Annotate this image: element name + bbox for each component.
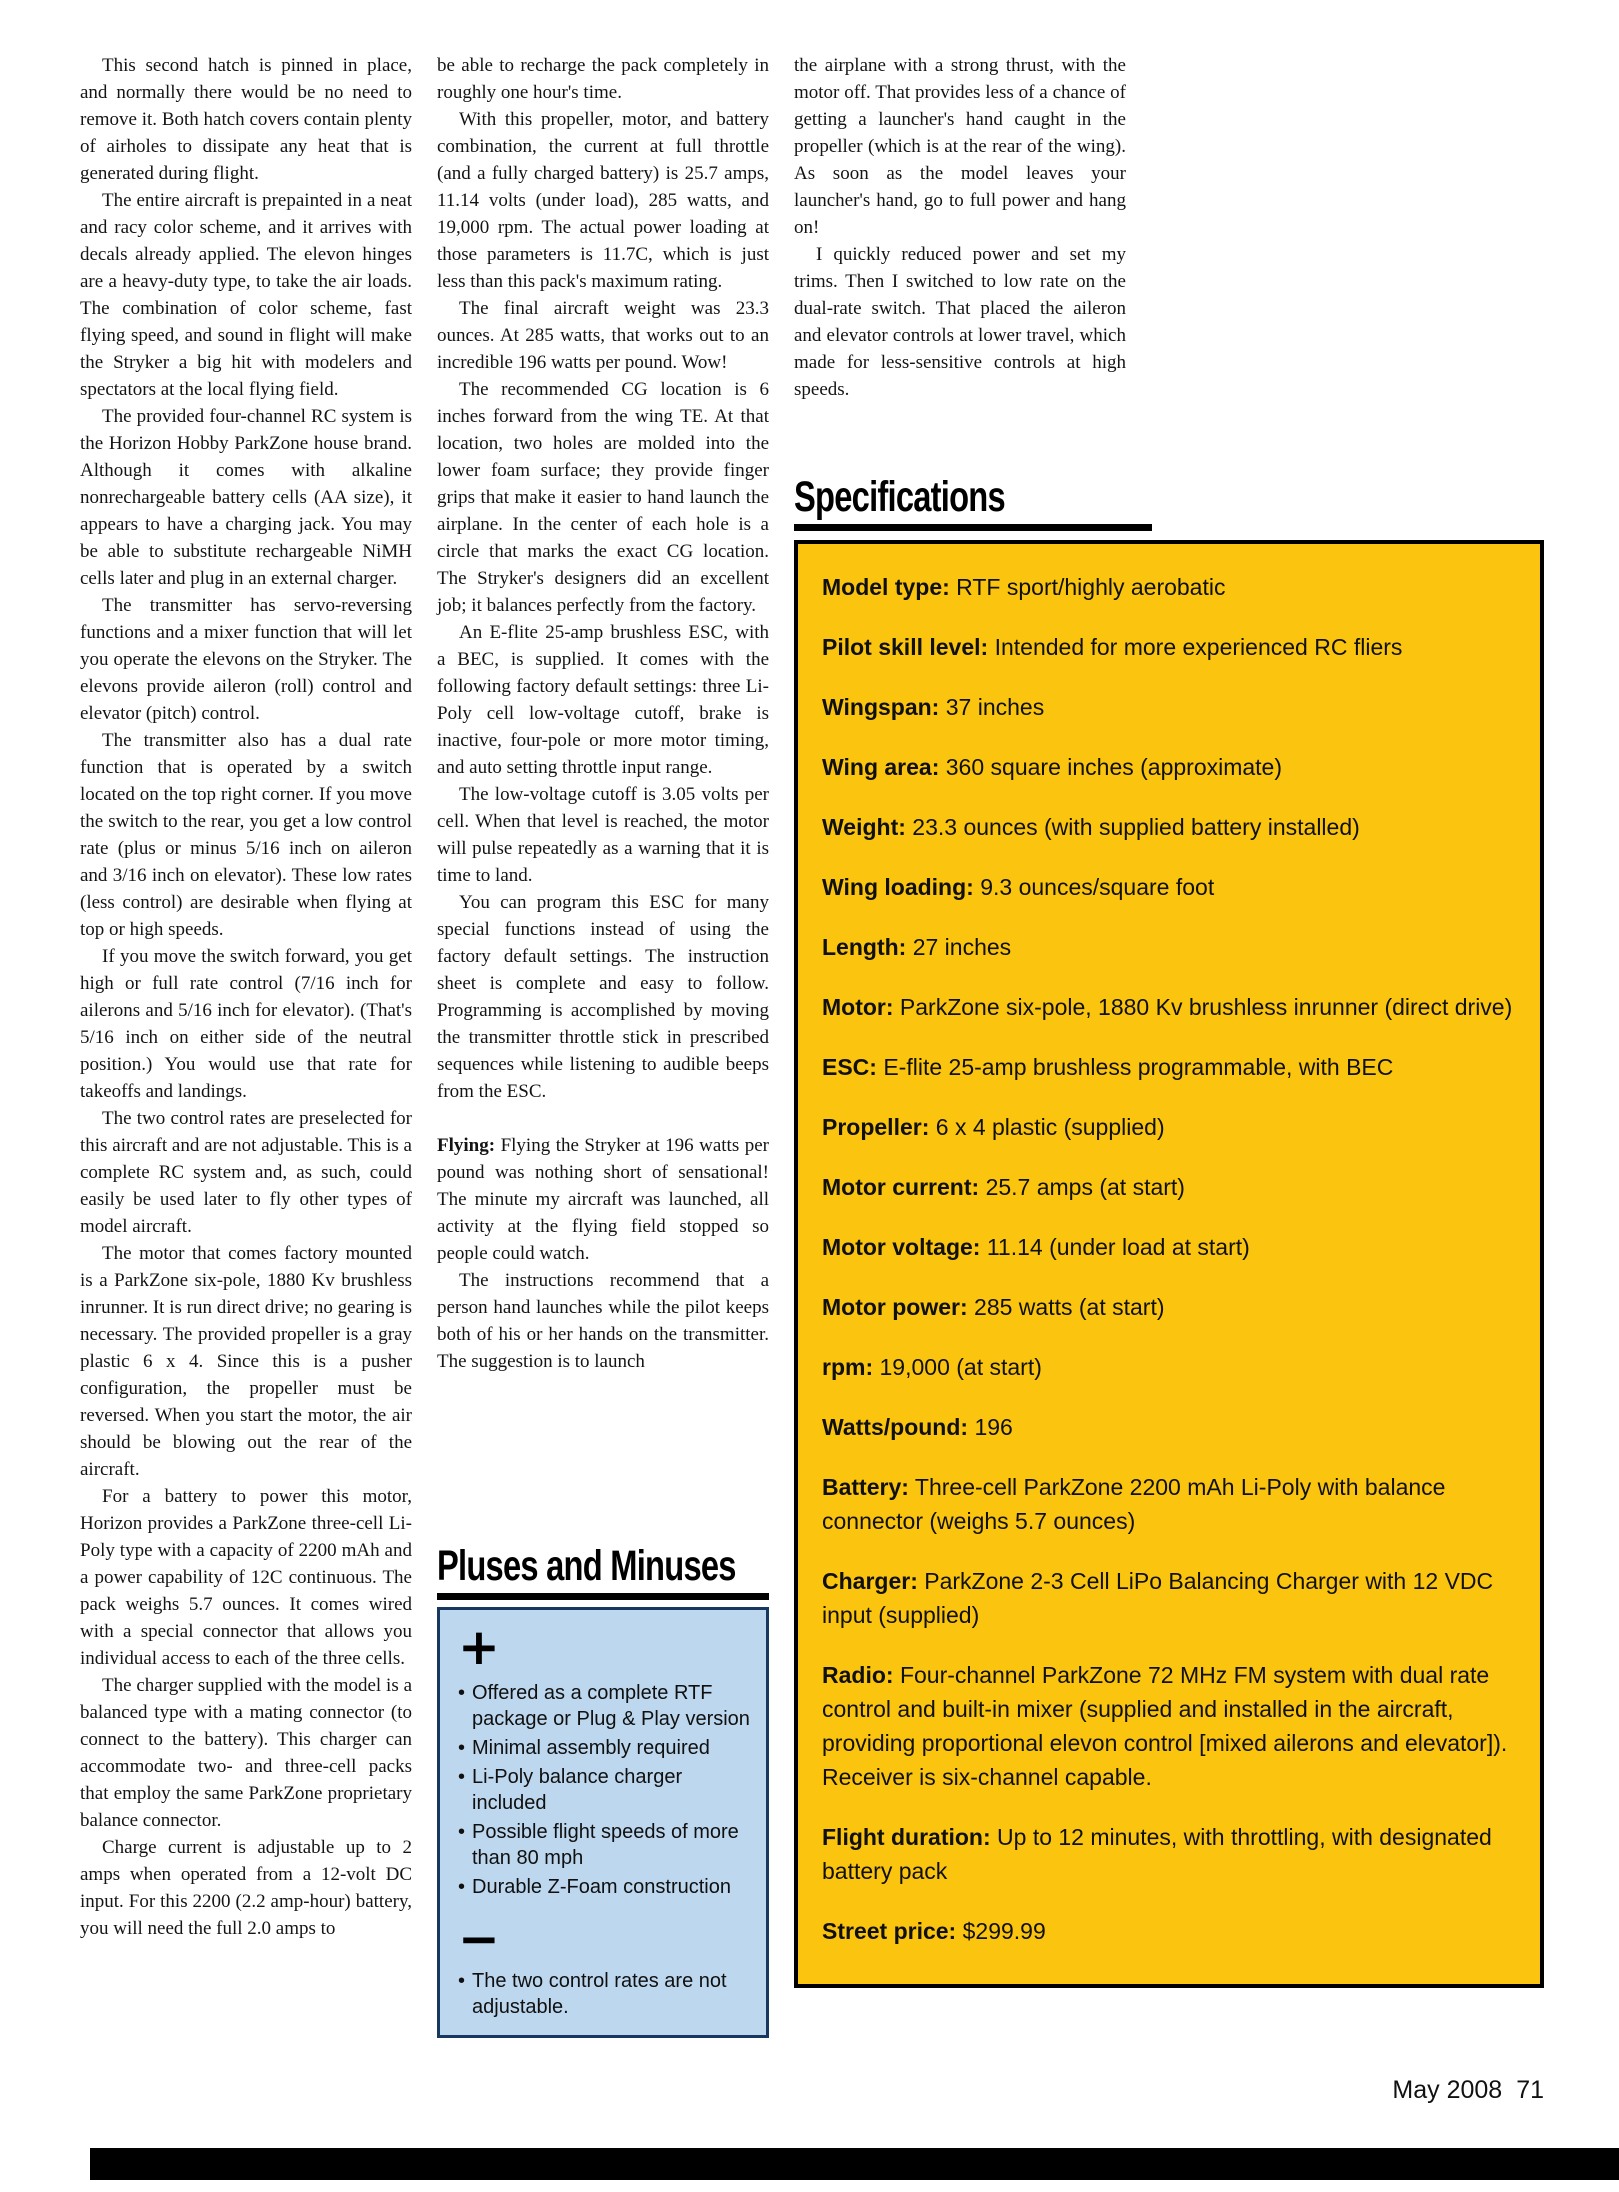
spec-value: $299.99 — [962, 1918, 1046, 1944]
spec-value: RTF sport/highly aerobatic — [956, 574, 1226, 600]
body-paragraph: the airplane with a strong thrust, with the motor off. That provides less of a chance of getting a launcher's hand caught in the propeller (which is at the rear of the wing). As soon as the model leaves your launcher's hand, go to full power and hang on! — [794, 55, 1126, 238]
column-3-paragraphs — [794, 241, 1126, 403]
footer-issue: May 2008 — [1392, 2076, 1503, 2104]
spec-entry — [822, 1914, 1516, 1948]
spec-label: Battery: — [822, 1474, 909, 1500]
pluses-list — [456, 1680, 750, 1900]
body-paragraph: An E-flite 25-amp brushless ESC, with a BEC, is supplied. It comes with the following factory default settings: three Li-Poly cell low-voltage cutoff, brake is inactive, four-pole or more motor timing, and auto setting throttle input range. — [437, 622, 769, 778]
spec-entry — [822, 1564, 1516, 1632]
pluses-minuses-box — [437, 1607, 769, 2038]
spec-entry — [822, 570, 1516, 604]
plus-item: • Durable Z-Foam construction — [456, 1874, 750, 1900]
spec-entry — [822, 1820, 1516, 1888]
spec-value: 11.14 (under load at start) — [986, 1234, 1250, 1260]
spec-value: 6 x 4 plastic (supplied) — [935, 1114, 1165, 1140]
spec-label: Motor power: — [822, 1294, 968, 1320]
plus-item: • Offered as a complete RTF package or Plug & Play version — [456, 1680, 750, 1732]
body-paragraph: You can program this ESC for many special functions instead of using the factory default settings. The instruction sheet is complete and easy to follow. Programming is accomplished by moving the transmitter throttle stick in prescribed sequences while listening to audible beeps from the ESC. — [437, 892, 769, 1102]
spec-entry — [822, 630, 1516, 664]
column-1 — [80, 52, 412, 1942]
spec-label: Propeller: — [822, 1114, 930, 1140]
spec-entry — [822, 1410, 1516, 1444]
body-paragraph: This second hatch is pinned in place, and normally there would be no need to remove it. Both hatch covers contain plenty of airholes to dissipate any heat that is generated during flight. — [80, 55, 412, 184]
flying-text: Flying the Stryker at 196 watts per pound was nothing short of sensational! The minute my aircraft was launched, all activity at the flying field stopped so people could watch. — [437, 1135, 769, 1264]
spec-label: Watts/pound: — [822, 1414, 969, 1440]
body-paragraph: The entire aircraft is prepainted in a neat and racy color scheme, and it arrives with decals already applied. The elevon hinges are a heavy-duty type, to take the air loads. The combination of color scheme, fast flying speed, and sound in flight will make the Stryker a big hit with modelers and spectators at the local flying field. — [80, 190, 412, 400]
spec-value: Four-channel ParkZone 72 MHz FM system with dual rate control and built-in mixer (supplied and installed in the aircraft, providing proportional elevon control [mixed ailerons and elevator]). Receiver is six-channel capable. — [822, 1662, 1508, 1790]
body-paragraph: The charger supplied with the model is a balanced type with a mating connector (to connect to the battery). This charger can accommodate two- and three-cell packs that employ the same ParkZone proprietary balance connector. — [80, 1675, 412, 1831]
body-paragraph: For a battery to power this motor, Horizon provides a ParkZone three-cell Li-Poly type with a capacity of 2200 mAh and a power capability of 12C continuous. The pack weighs 5.7 ounces. It comes wired with a special connector that allows you individual access to each of the three cells. — [80, 1486, 412, 1669]
pluses-minuses-title: Pluses and Minuses — [437, 1542, 736, 1590]
spec-entry — [822, 1050, 1516, 1084]
spec-entry — [822, 750, 1516, 784]
spec-entry — [822, 1658, 1516, 1794]
spec-label: Motor current: — [822, 1174, 980, 1200]
spec-entry — [822, 1170, 1516, 1204]
body-paragraph: I quickly reduced power and set my trims. Then I switched to low rate on the dual-rate switch. That placed the aileron and elevator controls at lower travel, which made for less-sensitive controls at high speeds. — [794, 244, 1126, 400]
spec-label: Pilot skill level: — [822, 634, 989, 660]
spec-label: Wing loading: — [822, 874, 974, 900]
spec-entry — [822, 690, 1516, 724]
spec-entry — [822, 930, 1516, 964]
spec-label: Radio: — [822, 1662, 894, 1688]
spec-value: Intended for more experienced RC fliers — [994, 634, 1403, 660]
spec-value: 285 watts (at start) — [974, 1294, 1165, 1320]
bottom-edge-bar — [90, 2148, 1619, 2180]
spec-entry — [822, 810, 1516, 844]
body-paragraph: The recommended CG location is 6 inches forward from the wing TE. At that location, two holes are molded into the lower foam surface; they provide finger grips that make it easier to hand launch the airplane. In the center of each hole is a circle that marks the exact CG location. The Stryker's designers did an excellent job; it balances perfectly from the factory. — [437, 379, 769, 616]
spec-entry — [822, 1290, 1516, 1324]
minus-item: • The two control rates are not adjustable. — [456, 1968, 750, 2020]
body-paragraph: If you move the switch forward, you get high or full rate control (7/16 inch for ailerons and 5/16 inch for elevator). (That's 5/16 inch on either side of the neutral position.) You would use that rate for takeoffs and landings. — [80, 946, 412, 1102]
plus-item: • Minimal assembly required — [456, 1735, 750, 1761]
spec-value: ParkZone six-pole, 1880 Kv brushless inrunner (direct drive) — [899, 994, 1513, 1020]
plus-item: • Li-Poly balance charger included — [456, 1764, 750, 1816]
specifications-title: Specifications — [794, 473, 1005, 521]
body-paragraph: be able to recharge the pack completely in roughly one hour's time. — [437, 55, 769, 103]
spec-entry — [822, 1470, 1516, 1538]
footer — [1392, 2076, 1544, 2105]
spec-value: Up to 12 minutes, with throttling, with designated battery pack — [822, 1824, 1492, 1884]
spec-value: ParkZone 2-3 Cell LiPo Balancing Charger with 12 VDC input (supplied) — [822, 1568, 1494, 1628]
pluses-minuses-header — [437, 1542, 769, 1600]
column-2 — [437, 52, 769, 1375]
spec-value: 37 inches — [945, 694, 1045, 720]
flying-paragraph — [437, 1132, 769, 1267]
spec-label: Flight duration: — [822, 1824, 991, 1850]
spec-value: 360 square inches (approximate) — [945, 754, 1283, 780]
spec-label: Street price: — [822, 1918, 957, 1944]
body-paragraph: The transmitter has servo-reversing functions and a mixer function that will let you operate the elevons on the Stryker. The elevons provide aileron (roll) control and elevator (pitch) control. — [80, 595, 412, 724]
spec-entry — [822, 1350, 1516, 1384]
body-paragraph: Charge current is adjustable up to 2 amps when operated from a 12-volt DC input. For this 2200 (2.2 amp-hour) battery, you will need the full 2.0 amps to — [80, 1837, 412, 1939]
body-paragraph: The provided four-channel RC system is the Horizon Hobby ParkZone house brand. Although it comes with alkaline nonrechargeable battery cells (AA size), it appears to have a charging jack. You may be able to substitute rechargeable NiMH cells later and plug in an external charger. — [80, 406, 412, 589]
body-paragraph: The two control rates are preselected for this aircraft and are not adjustable. This is a complete RC system and, as such, could easily be used later to fly other types of model aircraft. — [80, 1108, 412, 1237]
minuses-list — [456, 1968, 750, 2020]
spec-entry — [822, 870, 1516, 904]
body-paragraph: The instructions recommend that a person hand launches while the pilot keeps both of his or her hands on the transmitter. The suggestion is to launch — [437, 1270, 769, 1372]
specifications-box — [794, 540, 1544, 1988]
body-paragraph: The low-voltage cutoff is 3.05 volts per cell. When that level is reached, the motor will pulse repeatedly as a warning that it is time to land. — [437, 784, 769, 886]
plus-item: • Possible flight speeds of more than 80 mph — [456, 1819, 750, 1871]
spec-label: Model type: — [822, 574, 950, 600]
spec-value: 9.3 ounces/square foot — [980, 874, 1215, 900]
column-3 — [794, 52, 1126, 403]
spec-value: 196 — [974, 1414, 1013, 1440]
spec-value: 19,000 (at start) — [879, 1354, 1042, 1380]
body-paragraph: The transmitter also has a dual rate function that is operated by a switch located on the top right corner. If you move the switch to the rear, you get a low control rate (plus or minus 5/16 inch on aileron and 3/16 inch on elevator). These low rates (less control) are desirable when flying at top or high speeds. — [80, 730, 412, 940]
plus-icon: + — [458, 1618, 500, 1676]
spec-entry — [822, 990, 1516, 1024]
flying-lead: Flying: — [437, 1135, 496, 1156]
body-paragraph: With this propeller, motor, and battery combination, the current at full throttle (and a fully charged battery) is 25.7 amps, 11.14 volts (under load), 285 watts, and 19,000 rpm. The actual power loading at those parameters is 11.7C, which is just less than this pack's maximum rating. — [437, 109, 769, 292]
column-2-paragraphs — [437, 106, 769, 1105]
specifications-header — [794, 473, 1152, 531]
spec-label: Length: — [822, 934, 907, 960]
spec-label: Wing area: — [822, 754, 940, 780]
spec-label: Motor: — [822, 994, 894, 1020]
minus-icon: − — [458, 1910, 500, 1968]
spec-label: Wingspan: — [822, 694, 940, 720]
spec-entry — [822, 1110, 1516, 1144]
spec-label: ESC: — [822, 1054, 877, 1080]
body-paragraph: The motor that comes factory mounted is a ParkZone six-pole, 1880 Kv brushless inrunner. It is run direct drive; no gearing is necessary. The provided propeller is a gray plastic 6 x 4. Since this is a pusher configuration, the propeller must be reversed. When you start the motor, the air should be blowing out the rear of the aircraft. — [80, 1243, 412, 1480]
spec-label: Weight: — [822, 814, 906, 840]
spec-value: 27 inches — [912, 934, 1012, 960]
spec-value: 23.3 ounces (with supplied battery installed) — [912, 814, 1360, 840]
spec-entry — [822, 1230, 1516, 1264]
spec-label: Charger: — [822, 1568, 918, 1594]
spec-label: rpm: — [822, 1354, 874, 1380]
spec-value: E-flite 25-amp brushless programmable, with BEC — [883, 1054, 1394, 1080]
spec-value: 25.7 amps (at start) — [985, 1174, 1185, 1200]
body-paragraph: The final aircraft weight was 23.3 ounces. At 285 watts, that works out to an incredible 196 watts per pound. Wow! — [437, 298, 769, 373]
spec-value: Three-cell ParkZone 2200 mAh Li-Poly with balance connector (weighs 5.7 ounces) — [822, 1474, 1446, 1534]
spec-label: Motor voltage: — [822, 1234, 981, 1260]
footer-page-number: 71 — [1516, 2076, 1544, 2104]
